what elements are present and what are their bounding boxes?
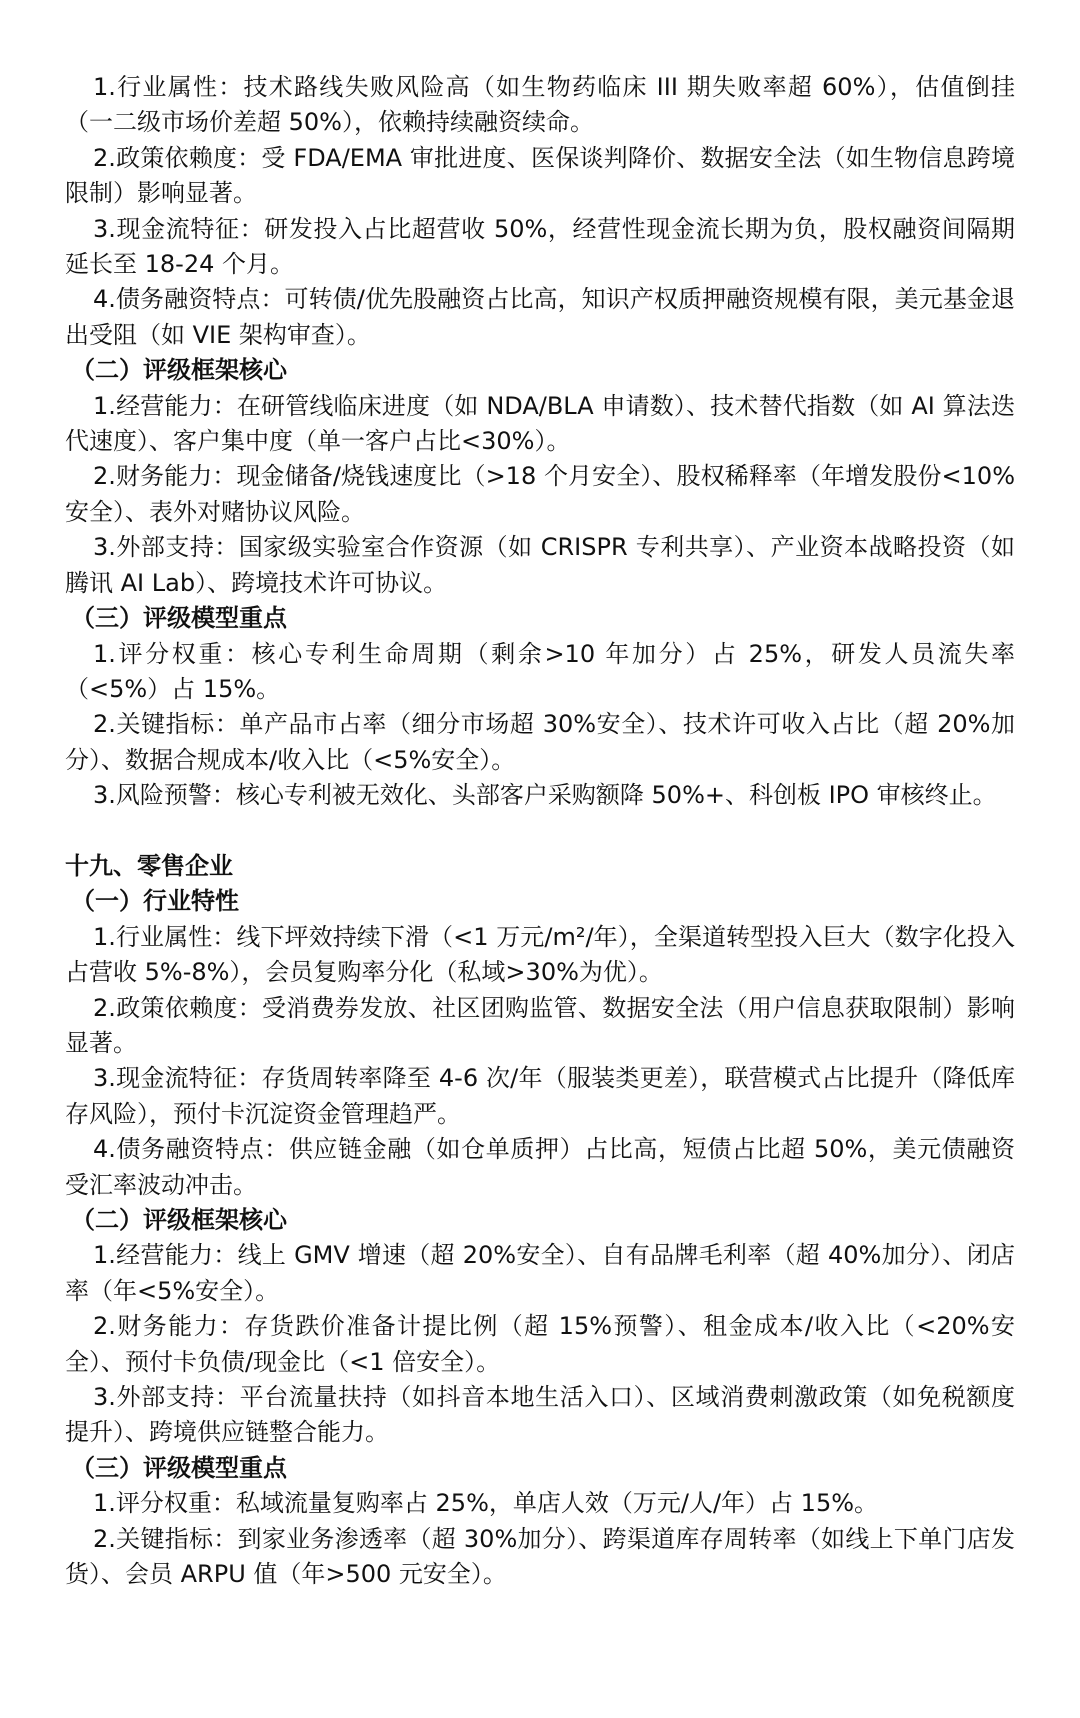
section-heading-retail-rating-framework: （二）评级框架核心 [71,1205,287,1234]
section-heading-rating-framework: （二）评级框架核心 [71,356,287,385]
paragraph-policy-dependence: 2.政策依赖度：受 FDA/EMA 审批进度、医保谈判降价、数据安全法（如生物信息跨境限制）影响显著。 [65,143,1015,208]
paragraph-retail-scoring-weight: 1.评分权重：私域流量复购率占 25%，单店人效（万元/人/年）占 15%。 [93,1489,879,1518]
paragraph-debt-financing: 4.债务融资特点：可转债/优先股融资占比高，知识产权质押融资规模有限，美元基金退出受阻（如 VIE 架构审查）。 [65,285,1015,349]
paragraph-operating-capability: 1.经营能力：在研管线临床进度（如 NDA/BLA 申请数）、技术替代指数（如 AI 算法迭代速度）、客户集中度（单一客户占比<30%）。 [65,391,1015,456]
paragraph-retail-external-support: 3.外部支持：平台流量扶持（如抖音本地生活入口）、区域消费刺激政策（如免税额度提升）、跨境供应链整合能力。 [65,1383,1015,1447]
paragraph-retail-key-indicators: 2.关键指标：到家业务渗透率（超 30%加分）、跨渠道库存周转率（如线上下单门店发货）、会员 ARPU 值（年>500 元安全）。 [65,1524,1015,1589]
paragraph-key-indicators: 2.关键指标：单产品市占率（细分市场超 30%安全）、技术许可收入占比（超 20%加分）、数据合规成本/收入比（<5%安全）。 [65,710,1015,774]
paragraph-retail-policy-dependence: 2.政策依赖度：受消费券发放、社区团购监管、数据安全法（用户信息获取限制）影响显著。 [65,993,1015,1057]
paragraph-industry-attribute: 1.行业属性：技术路线失败风险高（如生物药临床 III 期失败率超 60%），估值倒挂（一二级市场价差超 50%），依赖持续融资续命。 [65,73,1015,137]
section-heading-industry-features: （一）行业特性 [71,887,239,916]
section-heading-retail-rating-model: （三）评级模型重点 [71,1453,287,1482]
blank-line [65,814,1015,849]
paragraph-cashflow-features: 3.现金流特征：研发投入占比超营收 50%，经营性现金流长期为负，股权融资间隔期延长至 18-24 个月。 [65,214,1015,279]
paragraph-risk-warning: 3.风险预警：核心专利被无效化、头部客户采购额降 50%+、科创板 IPO 审核终止。 [93,781,997,810]
paragraph-retail-industry-attribute: 1.行业属性：线下坪效持续下滑（<1 万元/m²/年），全渠道转型投入巨大（数字化投入占营收 5%-8%），会员复购率分化（私域>30%为优）。 [65,922,1015,987]
paragraph-retail-operating-capability: 1.经营能力：线上 GMV 增速（超 20%安全）、自有品牌毛利率（超 40%加分）、闭店率（年<5%安全）。 [65,1241,1015,1305]
paragraph-scoring-weight: 1.评分权重：核心专利生命周期（剩余>10 年加分）占 25%，研发人员流失率（<5%）占 15%。 [65,639,1015,703]
paragraph-external-support: 3.外部支持：国家级实验室合作资源（如 CRISPR 专利共享）、产业资本战略投资（如腾讯 AI Lab）、跨境技术许可协议。 [65,533,1015,597]
paragraph-financial-capability: 2.财务能力：现金储备/烧钱速度比（>18 个月安全）、股权稀释率（年增发股份<10%安全）、表外对赌协议风险。 [65,462,1015,526]
paragraph-retail-financial-capability: 2.财务能力：存货跌价准备计提比例（超 15%预警）、租金成本/收入比（<20%安全）、预付卡负债/现金比（<1 倍安全）。 [65,1312,1015,1376]
paragraph-retail-debt-financing: 4.债务融资特点：供应链金融（如仓单质押）占比高，短债占比超 50%，美元债融资受汇率波动冲击。 [65,1135,1015,1199]
paragraph-retail-cashflow-features: 3.现金流特征：存货周转率降至 4-6 次/年（服装类更差），联营模式占比提升（降低库存风险），预付卡沉淀资金管理趋严。 [65,1064,1015,1128]
section-heading-rating-model: （三）评级模型重点 [71,604,287,633]
document-page [65,70,1015,1592]
chapter-heading-retail: 十九、零售企业 [65,851,233,880]
